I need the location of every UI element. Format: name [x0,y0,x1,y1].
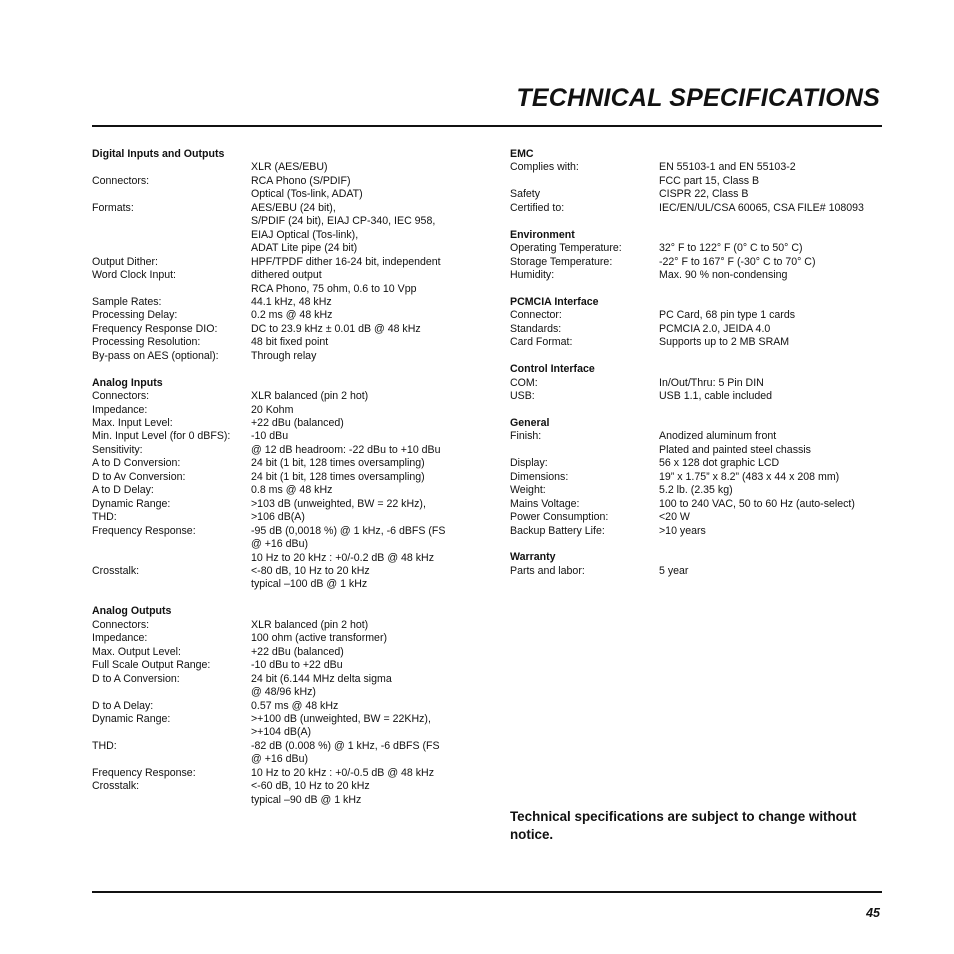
spec-value-line: Anodized aluminum front [659,430,777,443]
spec-row [92,700,472,713]
spec-row [510,525,890,538]
spec-value [251,269,417,296]
spec-value [251,430,288,443]
spec-label: Processing Resolution: [92,336,201,349]
spec-row [92,202,472,256]
spec-label: Standards: [510,322,562,335]
bottom-divider [92,891,882,893]
spec-value-line: +22 dBu (balanced) [251,645,344,658]
section-heading: General [510,416,550,429]
left-spec-column [92,148,472,821]
spec-label: D to A Delay: [92,699,154,712]
disclaimer-note: Technical specifications are subject to change without notice. [510,809,857,842]
spec-label: Dynamic Range: [92,497,171,510]
spec-row [92,430,472,443]
spec-value-line: RCA Phono (S/PDIF) [251,174,351,187]
spec-value [251,511,305,524]
spec-value-line: 5.2 lb. (2.35 kg) [659,484,733,497]
right-spec-column [510,148,890,592]
section-heading: Warranty [510,551,556,564]
spec-value-line: <-80 dB, 10 Hz to 20 kHz [251,565,370,577]
spec-value-line: 24 bit (1 bit, 128 times oversampling) [251,457,425,470]
spec-value [659,457,779,470]
spec-row [92,511,472,524]
spec-value-line: EN 55103-1 and EN 55103-2 [659,161,796,174]
spec-row [92,323,472,336]
spec-label: Output Dither: [92,255,158,268]
spec-label: Mains Voltage: [510,497,580,510]
spec-value [251,256,441,269]
spec-label: Connectors: [92,618,150,631]
spec-row [92,471,472,484]
spec-value-line: RCA Phono, 75 ohm, 0.6 to 10 Vpp [251,282,417,295]
spec-value-line: >106 dB(A) [251,511,305,524]
spec-value [251,632,387,645]
spec-row [92,175,472,202]
spec-value [659,269,787,282]
spec-section-emc [510,148,890,215]
spec-value-line: Supports up to 2 MB SRAM [659,336,790,349]
spec-row [510,471,890,484]
spec-label: Impedance: [92,632,148,645]
spec-value [659,471,839,484]
spec-label: Crosstalk: [92,780,140,793]
spec-value-line: PCMCIA 2.0, JEIDA 4.0 [659,322,771,335]
spec-value [251,565,370,592]
spec-section-digital-inputs-and-outputs [92,148,472,363]
spec-value-line: XLR balanced (pin 2 hot) [251,618,369,631]
spec-label: Full Scale Output Range: [92,659,211,672]
spec-value-line: @ +16 dBu) [251,753,308,766]
spec-value-line: typical –90 dB @ 1 kHz [251,793,362,806]
spec-value-line: S/PDIF (24 bit), EIAJ CP-340, IEC 958, [251,215,436,228]
spec-row [92,646,472,659]
spec-value-line: 19” x 1.75” x 8.2” (483 x 44 x 208 mm) [659,470,840,483]
spec-value [659,565,688,578]
spec-value-line: >10 years [659,524,706,537]
spec-value-line: DC to 23.9 kHz ± 0.01 dB @ 48 kHz [251,322,421,335]
spec-value [251,296,332,309]
spec-value [659,161,796,188]
spec-value-line: +22 dBu (balanced) [251,417,344,430]
spec-label: D to A Conversion: [92,672,180,685]
spec-value-line: 10 Hz to 20 kHz : +0/-0.5 dB @ 48 kHz [251,766,434,779]
spec-value [251,444,441,457]
section-heading: Analog Inputs [92,376,163,389]
spec-value-line: USB 1.1, cable included [659,390,773,403]
spec-value-line: 24 bit (6.144 MHz delta sigma [251,672,392,685]
spec-value [659,484,733,497]
spec-value-line: Plated and painted steel chassis [659,443,811,456]
spec-section-pcmcia-interface [510,296,890,350]
spec-label: Humidity: [510,269,555,282]
spec-label [92,161,251,174]
spec-row [92,525,472,565]
spec-value-line: -10 dBu [251,430,289,443]
spec-row [92,740,472,767]
spec-value-line: FCC part 15, Class B [659,174,760,187]
spec-value-line: Through relay [251,349,317,362]
spec-value-line: <20 W [659,511,690,524]
spec-value [659,309,795,322]
spec-value [251,525,445,565]
spec-value [659,242,803,255]
spec-row [92,619,472,632]
spec-value-line: 44.1 kHz, 48 kHz [251,295,332,308]
spec-row [92,309,472,322]
spec-row [92,336,472,349]
spec-value-line: -22° F to 167° F (-30° C to 70° C) [659,255,816,268]
spec-row [510,498,890,511]
spec-value-line: PC Card, 68 pin type 1 cards [659,309,796,322]
spec-value [251,202,435,256]
spec-value-line: XLR (AES/EBU) [251,161,328,174]
spec-value-line: AES/EBU (24 bit), [251,201,336,214]
spec-row [510,188,890,201]
spec-row [92,404,472,417]
spec-label: Finish: [510,430,542,443]
spec-row [92,498,472,511]
spec-value-line: 24 bit (1 bit, 128 times oversampling) [251,470,425,483]
spec-label: Operating Temperature: [510,242,622,255]
spec-value [659,498,855,511]
spec-label: Backup Battery Life: [510,524,605,537]
spec-label: Dimensions: [510,470,569,483]
spec-value [251,336,328,349]
spec-value-line: ADAT Lite pipe (24 bit) [251,242,358,255]
spec-row [510,269,890,282]
top-divider [92,125,882,127]
spec-value-line: -10 dBu to +22 dBu [251,659,343,672]
spec-label: Complies with: [510,161,579,174]
spec-row [510,323,890,336]
page-number: 45 [866,906,880,920]
spec-label: Dynamic Range: [92,712,171,725]
spec-label: Max. Output Level: [92,645,181,658]
spec-label: Weight: [510,484,546,497]
spec-label: USB: [510,390,535,403]
spec-value-line: Max. 90 % non-condensing [659,269,788,282]
spec-value [251,471,425,484]
spec-value [659,525,706,538]
spec-section-analog-inputs [92,377,472,592]
spec-label: Card Format: [510,336,573,349]
spec-label: Sensitivity: [92,443,143,456]
spec-value [659,390,772,403]
spec-value-line: >+100 dB (unweighted, BW = 22KHz), [251,712,431,725]
spec-value [251,713,431,740]
spec-value [251,700,338,713]
spec-value-line: 5 year [659,564,689,577]
spec-value [251,780,370,807]
spec-section-general [510,417,890,538]
spec-value [659,511,690,524]
spec-row [510,484,890,497]
spec-label: Max. Input Level: [92,417,173,430]
spec-row [510,242,890,255]
spec-value-line: typical –100 dB @ 1 kHz [251,578,368,591]
spec-row [510,430,890,457]
spec-label: Power Consumption: [510,511,609,524]
spec-label: THD: [92,511,117,524]
spec-value [251,175,363,202]
spec-value [251,404,293,417]
spec-value [659,377,764,390]
spec-row [92,457,472,470]
spec-value-line: >+104 dB(A) [251,726,312,739]
spec-value [659,202,864,215]
spec-label: Word Clock Input: [92,269,176,282]
spec-value-line: CISPR 22, Class B [659,188,749,201]
section-heading: Control Interface [510,363,595,376]
spec-value [251,323,421,336]
section-heading: EMC [510,148,534,160]
spec-section-control-interface [510,363,890,403]
spec-row [510,457,890,470]
spec-value-line: 0.57 ms @ 48 kHz [251,699,339,712]
spec-label: THD: [92,739,117,752]
spec-row [510,256,890,269]
spec-row [92,780,472,807]
spec-row [92,417,472,430]
page-title: TECHNICAL SPECIFICATIONS [516,84,880,112]
spec-value-line: 0.2 ms @ 48 kHz [251,309,333,322]
spec-label: By-pass on AES (optional): [92,349,219,362]
spec-row [510,336,890,349]
spec-value-line: -95 dB (0,0018 %) @ 1 kHz, -6 dBFS (FS [251,524,446,537]
section-heading: Environment [510,228,575,241]
spec-value-line: 100 ohm (active transformer) [251,632,388,645]
spec-row [92,673,472,700]
spec-label: Frequency Response: [92,766,196,779]
spec-value [659,256,816,269]
spec-value [251,767,434,780]
spec-section-warranty [510,551,890,578]
spec-value-line: 56 x 128 dot graphic LCD [659,457,780,470]
spec-value-line: XLR balanced (pin 2 hot) [251,390,369,403]
spec-value [659,336,789,349]
spec-row [92,484,472,497]
spec-row [510,511,890,524]
spec-label: Frequency Response: [92,524,196,537]
spec-row [92,632,472,645]
spec-value-line: >103 dB (unweighted, BW = 22 kHz), [251,497,426,510]
spec-value-line: HPF/TPDF dither 16-24 bit, independent [251,255,441,268]
spec-label: Certified to: [510,201,565,214]
spec-row [510,202,890,215]
spec-value-line: 48 bit fixed point [251,336,329,349]
spec-value-line: EIAJ Optical (Tos-link), [251,228,359,241]
spec-label: Processing Delay: [92,309,178,322]
spec-row [92,767,472,780]
spec-label: Display: [510,457,548,470]
spec-value [251,673,392,700]
spec-value-line: Optical (Tos-link, ADAT) [251,188,363,201]
spec-label: Connector: [510,309,562,322]
spec-label: Frequency Response DIO: [92,322,218,335]
spec-label: Formats: [92,201,134,214]
spec-value [251,498,426,511]
spec-row [92,296,472,309]
spec-value [251,659,343,672]
spec-label: Parts and labor: [510,564,585,577]
spec-value [251,390,368,403]
spec-value-line: In/Out/Thru: 5 Pin DIN [659,376,764,389]
section-heading: Analog Outputs [92,605,172,618]
spec-row [92,659,472,672]
spec-row [510,161,890,188]
spec-row [92,269,472,296]
spec-row [510,377,890,390]
spec-label: Connectors: [92,174,150,187]
spec-label: Storage Temperature: [510,255,613,268]
spec-row [92,444,472,457]
spec-value [659,188,749,201]
spec-value [659,323,770,336]
spec-row [92,350,472,363]
spec-row [510,309,890,322]
spec-label: Crosstalk: [92,565,140,577]
spec-value-line: -82 dB (0.008 %) @ 1 kHz, -6 dBFS (FS [251,739,440,752]
spec-value [251,484,332,497]
spec-label: Safety [510,188,541,201]
spec-label: D to Av Conversion: [92,470,186,483]
spec-value-line: 32° F to 122° F (0° C to 50° C) [659,242,803,255]
spec-value [251,161,328,174]
spec-value-line: 20 Kohm [251,403,294,416]
spec-label: Min. Input Level (for 0 dBFS): [92,430,231,443]
spec-row [510,390,890,403]
section-heading: Digital Inputs and Outputs [92,148,225,160]
spec-value [251,350,316,363]
spec-value-line: @ 48/96 kHz) [251,686,316,699]
section-heading: PCMCIA Interface [510,295,599,308]
spec-label: A to D Delay: [92,484,154,497]
spec-label: COM: [510,376,538,389]
spec-row [510,565,890,578]
spec-label: Sample Rates: [92,295,162,308]
spec-value [251,309,332,322]
spec-value-line: <-60 dB, 10 Hz to 20 kHz [251,780,370,793]
spec-section-environment [510,229,890,283]
spec-label: Connectors: [92,390,150,403]
spec-value-line: 100 to 240 VAC, 50 to 60 Hz (auto-select) [659,497,855,510]
spec-value-line: 10 Hz to 20 kHz : +0/-0.2 dB @ 48 kHz [251,551,434,564]
spec-label: Impedance: [92,403,148,416]
spec-value-line: IEC/EN/UL/CSA 60065, CSA FILE# 108093 [659,201,864,214]
spec-row [92,565,472,592]
spec-label: A to D Conversion: [92,457,181,470]
spec-row [92,256,472,269]
spec-value [659,430,811,457]
spec-value [251,417,344,430]
spec-value-line: @ +16 dBu) [251,538,308,551]
spec-value [251,646,344,659]
spec-row [92,713,472,740]
spec-row [92,161,472,174]
spec-value [251,619,368,632]
spec-value-line: 0.8 ms @ 48 kHz [251,484,333,497]
spec-row [92,390,472,403]
spec-value-line: dithered output [251,269,322,282]
spec-section-analog-outputs [92,605,472,807]
spec-value [251,457,425,470]
spec-value-line: @ 12 dB headroom: -22 dBu to +10 dBu [251,443,441,456]
spec-value [251,740,440,767]
